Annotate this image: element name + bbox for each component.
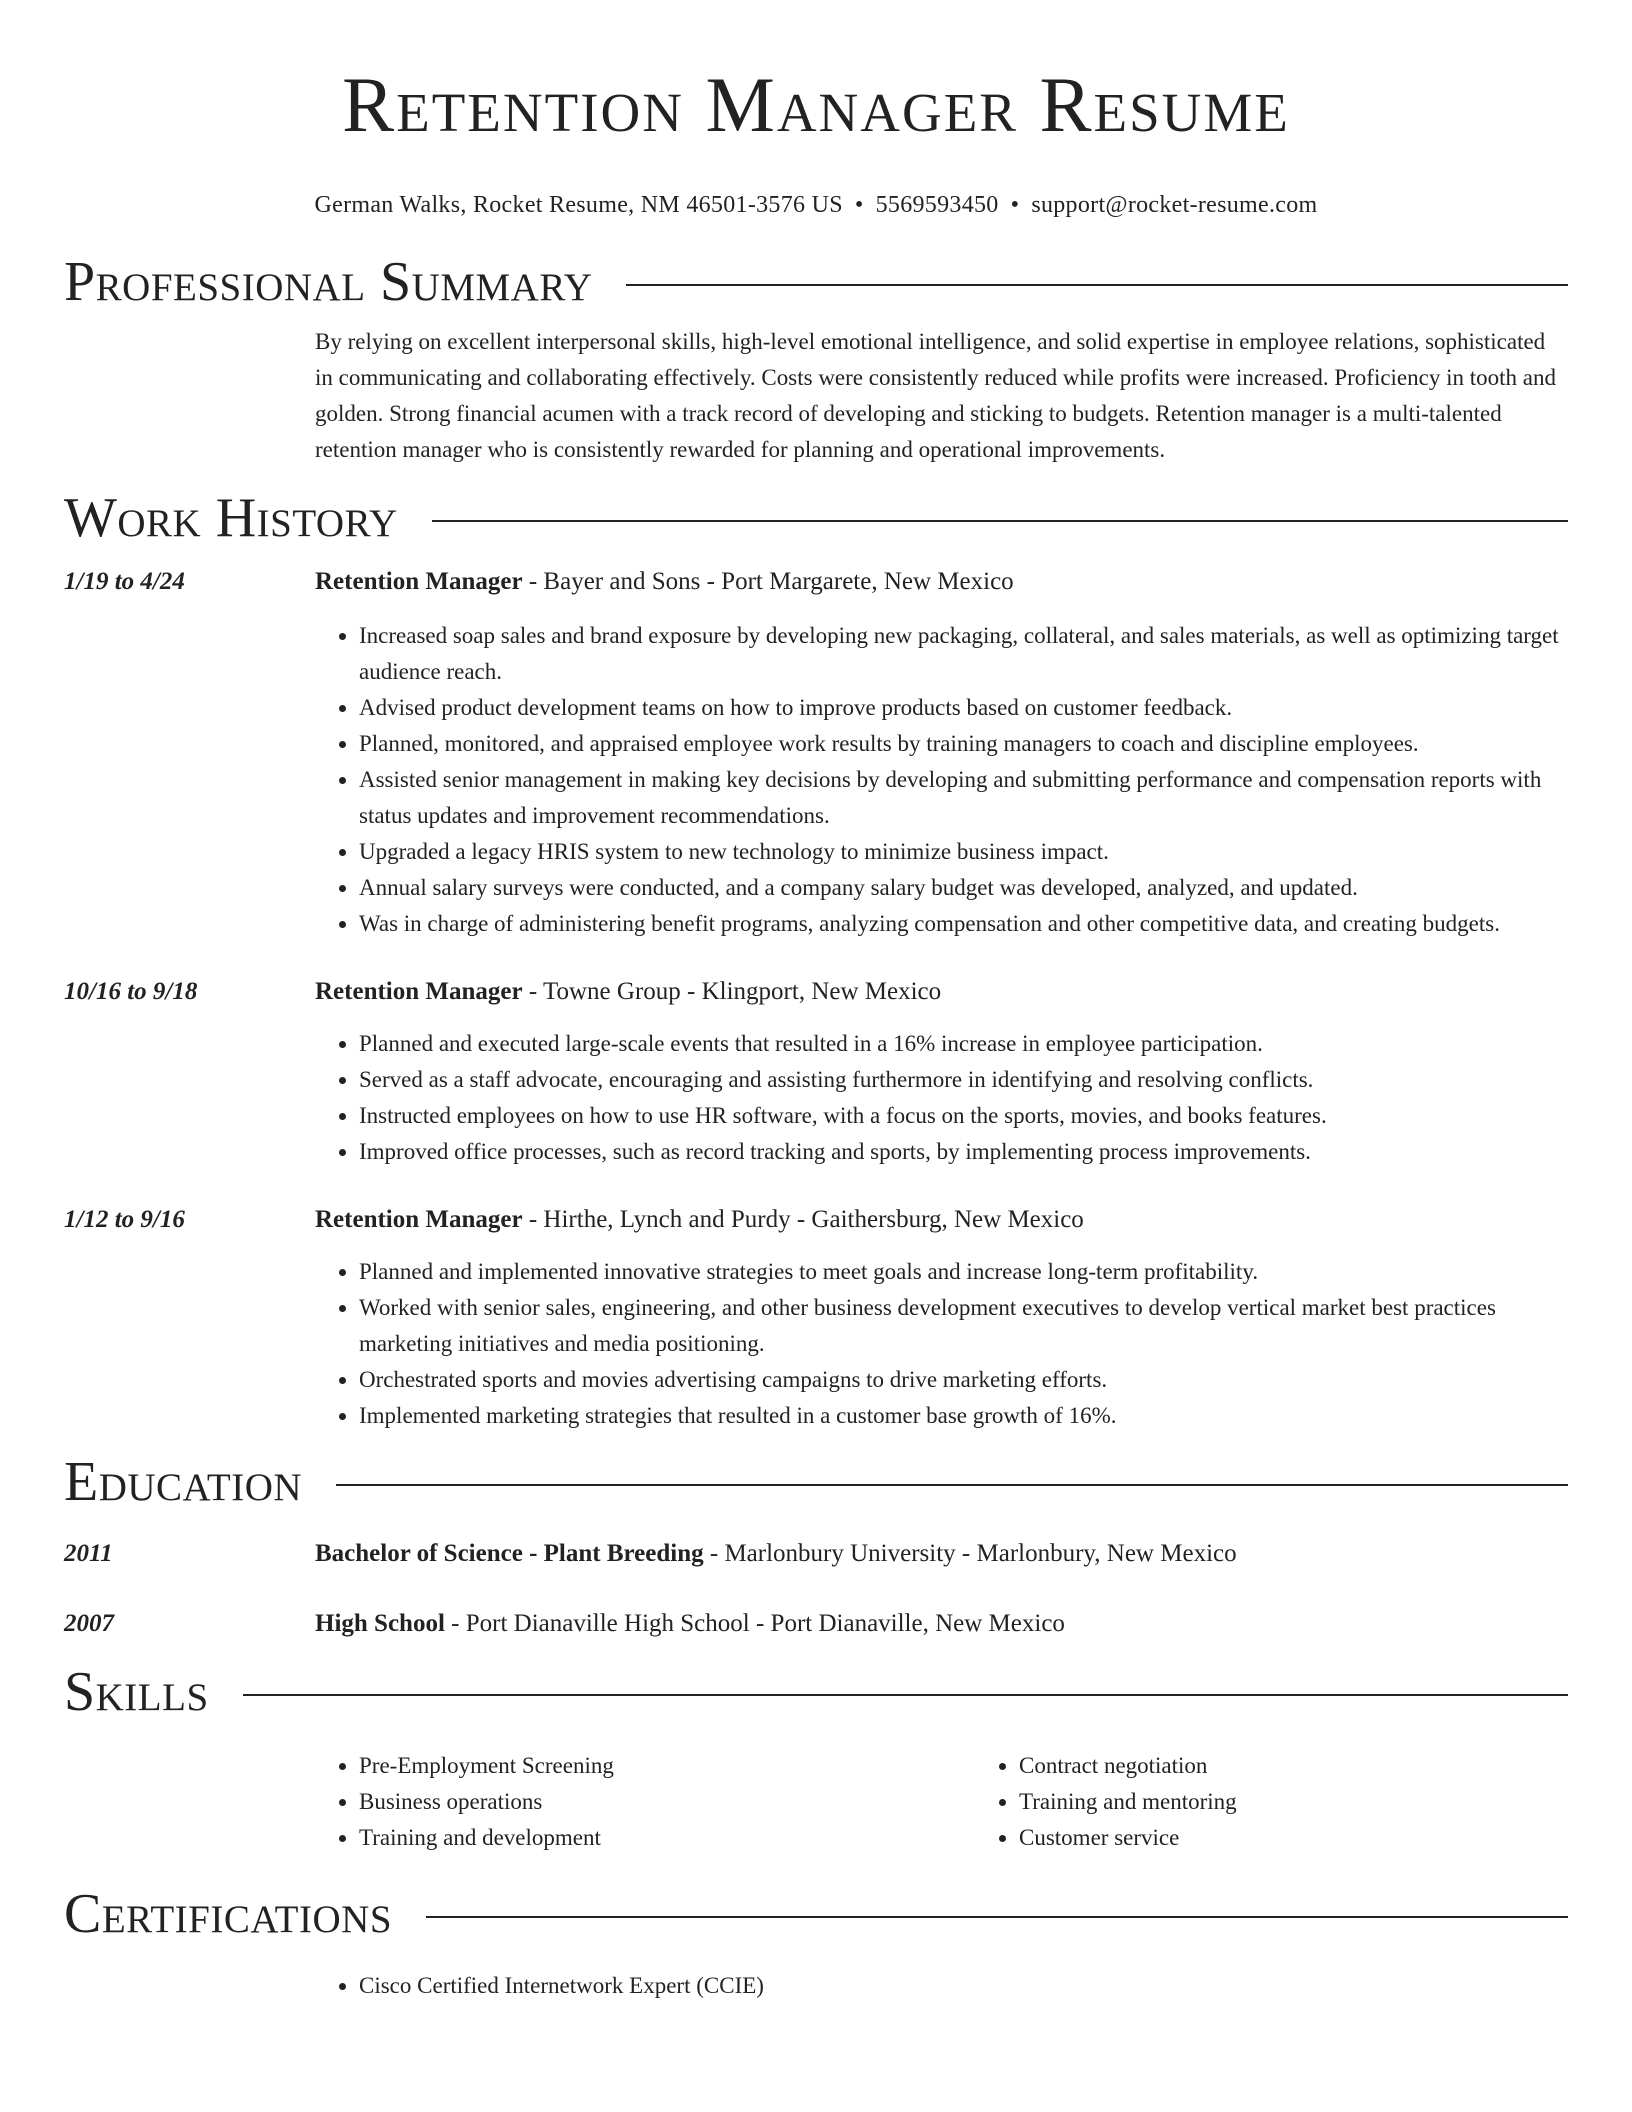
skills-row [64,1748,1568,1856]
resume-title: Retention Manager Resume [342,61,1290,148]
job-entry [64,564,1568,942]
list-item: • Improved office processes, such as record tracking and sports, by implementing process improvements. [359,1134,1568,1170]
job-dates: 10/16 to 9/18 [64,978,198,1005]
job-heading [315,564,1568,600]
job-company: - Towne Group - Klingport, New Mexico [522,978,942,1005]
certifications-section-header [64,1882,1568,1946]
skills-section-header [64,1660,1568,1724]
contact-separator: • [854,192,864,218]
education-section-header [64,1450,1568,1514]
section-divider [426,1916,1568,1918]
job-heading [315,1202,1568,1238]
list-item: • Served as a staff advocate, encouraging and assisting furthermore in identifying and resolving conflicts. [359,1062,1568,1098]
list-item: • Pre-Employment Screening [359,1748,975,1784]
list-item: • Planned, monitored, and appraised employee work results by training managers to coach and discipline employees. [359,726,1568,762]
job-title: Retention Manager [315,1206,523,1233]
section-title-certifications: Certifications [64,1883,393,1945]
skills-list [315,1748,1632,1856]
section-divider [336,1484,1568,1486]
job-bullets [315,1026,1568,1170]
education-heading [315,1536,1568,1572]
list-item: • Contract negotiation [1019,1748,1632,1784]
list-item: • Implemented marketing strategies that resulted in a customer base growth of 16%. [359,1398,1568,1434]
job-company: - Bayer and Sons - Port Margarete, New Mexico [522,568,1014,595]
section-title-summary: Professional Summary [64,251,593,313]
job-title: Retention Manager [315,978,523,1005]
education-school: - Marlonbury University - Marlonbury, New Mexico [703,1540,1237,1567]
education-heading [315,1606,1568,1642]
skills-column-1 [315,1748,975,1856]
skills-column-2 [975,1748,1632,1856]
list-item: • Training and development [359,1820,975,1856]
job-heading [315,974,1568,1010]
job-bullets [315,618,1568,942]
certifications-list [315,1968,1568,2004]
contact-separator: • [1010,192,1020,218]
contact-line [64,190,1568,220]
work-section-header [64,486,1568,550]
contact-phone: 5569593450 [875,192,999,218]
contact-address: German Walks, Rocket Resume, NM 46501-3576 US [314,192,843,218]
list-item: • Business operations [359,1784,975,1820]
section-title-education: Education [64,1451,303,1513]
list-item: • Advised product development teams on how to improve products based on customer feedback. [359,690,1568,726]
education-degree: Bachelor of Science - Plant Breeding [315,1540,704,1567]
job-dates: 1/12 to 9/16 [64,1206,185,1233]
list-item: • Worked with senior sales, engineering, and other business development executives to develop vertical market best practices marketing initiatives and media positioning. [359,1290,1568,1362]
certifications-row [64,1968,1568,2004]
resume-page [64,0,1568,2004]
summary-section-header [64,250,1568,314]
list-item: • Orchestrated sports and movies advertising campaigns to drive marketing efforts. [359,1362,1568,1398]
list-item: • Customer service [1019,1820,1632,1856]
list-item: • Annual salary surveys were conducted, and a company salary budget was developed, analyzed, and updated. [359,870,1568,906]
education-school: - Port Dianaville High School - Port Dianaville, New Mexico [444,1610,1065,1637]
section-divider [243,1694,1568,1696]
contact-email: support@rocket-resume.com [1031,192,1318,218]
job-company: - Hirthe, Lynch and Purdy - Gaithersburg, New Mexico [522,1206,1084,1233]
list-item: • Training and mentoring [1019,1784,1632,1820]
list-item: • Upgraded a legacy HRIS system to new technology to minimize business impact. [359,834,1568,870]
job-title: Retention Manager [315,568,523,595]
list-item: • Assisted senior management in making key decisions by developing and submitting performance and compensation reports with status updates and improvement recommendations. [359,762,1568,834]
section-title-work: Work History [64,487,398,549]
summary-text: By relying on excellent interpersonal skills, high-level emotional intelligence, and solid expertise in employee relations, sophisticated in communicating and collaborating effectively. Costs were consistently reduced while profits were increased. Proficiency in tooth and golden. Strong financial acumen with a track record of developing and sticking to budgets. Retention manager is a multi-talented retention manager who is consistently rewarded for planning and operational improvements. [315,329,1556,462]
list-item: • Increased soap sales and brand exposure by developing new packaging, collateral, and sales materials, as well as optimizing target audience reach. [359,618,1568,690]
list-item: • Instructed employees on how to use HR software, with a focus on the sports, movies, and books features. [359,1098,1568,1134]
job-entry [64,974,1568,1170]
education-entry [64,1536,1568,1572]
summary-row [64,324,1568,468]
education-entry [64,1606,1568,1642]
job-dates: 1/19 to 4/24 [64,568,185,595]
list-item: • Planned and implemented innovative strategies to meet goals and increase long-term profitability. [359,1254,1568,1290]
education-year: 2011 [64,1540,113,1567]
list-item: • Planned and executed large-scale events that resulted in a 16% increase in employee participation. [359,1026,1568,1062]
job-bullets [315,1254,1568,1434]
list-item: • Cisco Certified Internetwork Expert (CCIE) [359,1968,1568,2004]
education-degree: High School [315,1610,445,1637]
section-title-skills: Skills [64,1661,209,1723]
section-divider [626,284,1568,286]
section-divider [432,520,1568,522]
job-entry [64,1202,1568,1434]
education-year: 2007 [64,1610,114,1637]
list-item: • Was in charge of administering benefit programs, analyzing compensation and other competitive data, and creating budgets. [359,906,1568,942]
